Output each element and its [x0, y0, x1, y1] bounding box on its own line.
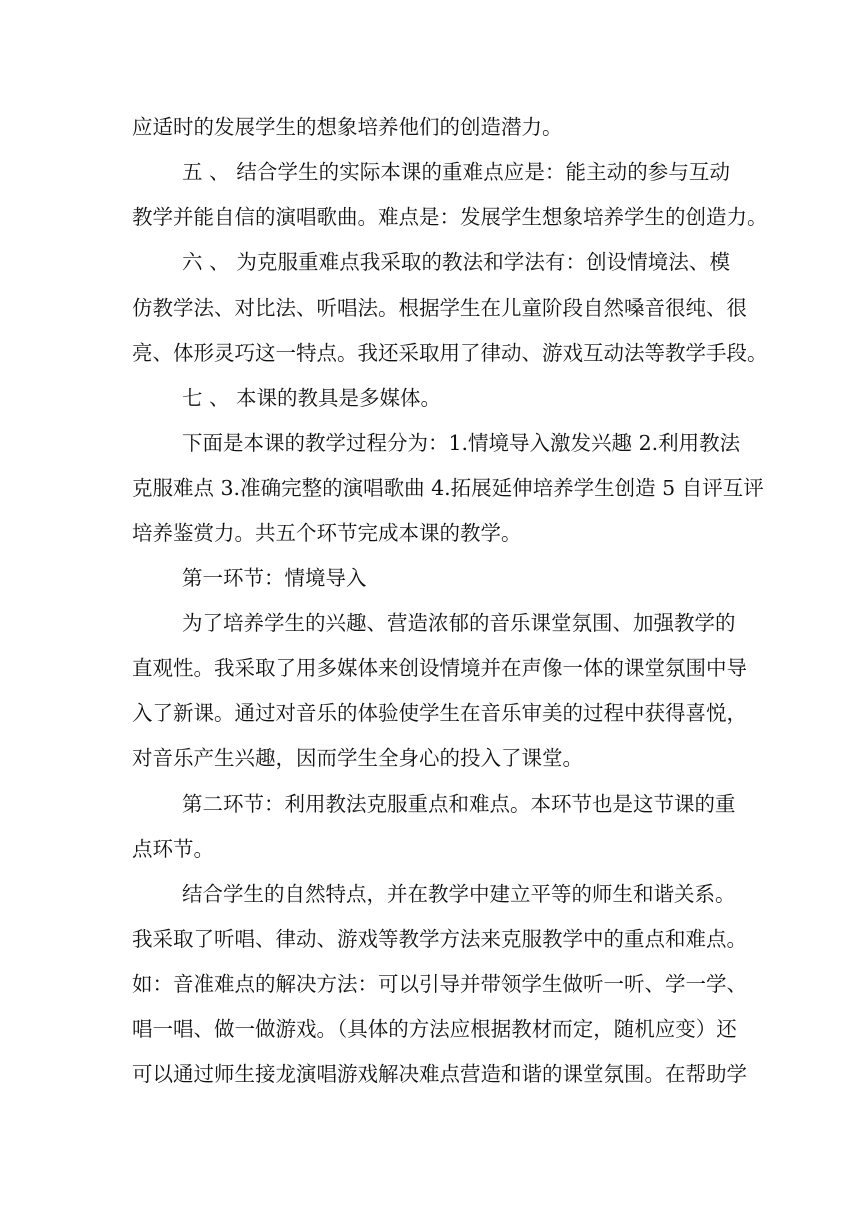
text-line: 如：音准难点的解决方法：可以引导并带领学生做听一听、学一学、: [132, 972, 747, 996]
text-line: 入了新课。通过对音乐的体验使学生在音乐审美的过程中获得喜悦，: [132, 701, 747, 725]
text-line: 应适时的发展学生的想象培养他们的创造潜力。: [132, 115, 563, 139]
text-line: 我采取了听唱、律动、游戏等教学方法来克服教学中的重点和难点。: [132, 927, 747, 951]
text-line: 仿教学法、对比法、听唱法。根据学生在儿童阶段自然嗓音很纯、很: [132, 296, 747, 320]
text-line: 可以通过师生接龙演唱游戏解决难点营造和谐的课堂氛围。在帮助学: [132, 1062, 747, 1086]
text-line: 下面是本课的教学过程分为：1.情境导入激发兴趣 2.利用教法: [182, 431, 741, 455]
text-line: 对音乐产生兴趣，因而学生全身心的投入了课堂。: [132, 746, 583, 770]
text-line: 直观性。我采取了用多媒体来创设情境并在声像一体的课堂氛围中导: [132, 656, 747, 680]
text-line: 培养鉴赏力。共五个环节完成本课的教学。: [132, 521, 522, 545]
text-line: 第二环节：利用教法克服重点和难点。本环节也是这节课的重: [182, 792, 736, 816]
text-line: 结合学生的自然特点，并在教学中建立平等的师生和谐关系。: [182, 882, 736, 906]
text-line: 教学并能自信的演唱歌曲。难点是：发展学生想象培养学生的创造力。: [132, 205, 768, 229]
text-line: 五 、 结合学生的实际本课的重难点应是：能主动的参与互动: [182, 160, 730, 184]
text-line: 点环节。: [132, 837, 214, 861]
text-line: 亮、体形灵巧这一特点。我还采取用了律动、游戏互动法等教学手段。: [132, 341, 768, 365]
text-line: 六 、 为克服重难点我采取的教法和学法有：创设情境法、模: [182, 250, 730, 274]
text-line: 第一环节：情境导入: [182, 566, 367, 590]
text-line: 克服难点 3.准确完整的演唱歌曲 4.拓展延伸培养学生创造 5 自评互评: [132, 476, 764, 500]
text-line: 七 、 本课的教具是多媒体。: [182, 386, 442, 410]
text-line: 唱一唱、做一做游戏。（具体的方法应根据教材而定，随机应变）还: [132, 1017, 737, 1041]
text-line: 为了培养学生的兴趣、营造浓郁的音乐课堂氛围、加强教学的: [182, 611, 736, 635]
